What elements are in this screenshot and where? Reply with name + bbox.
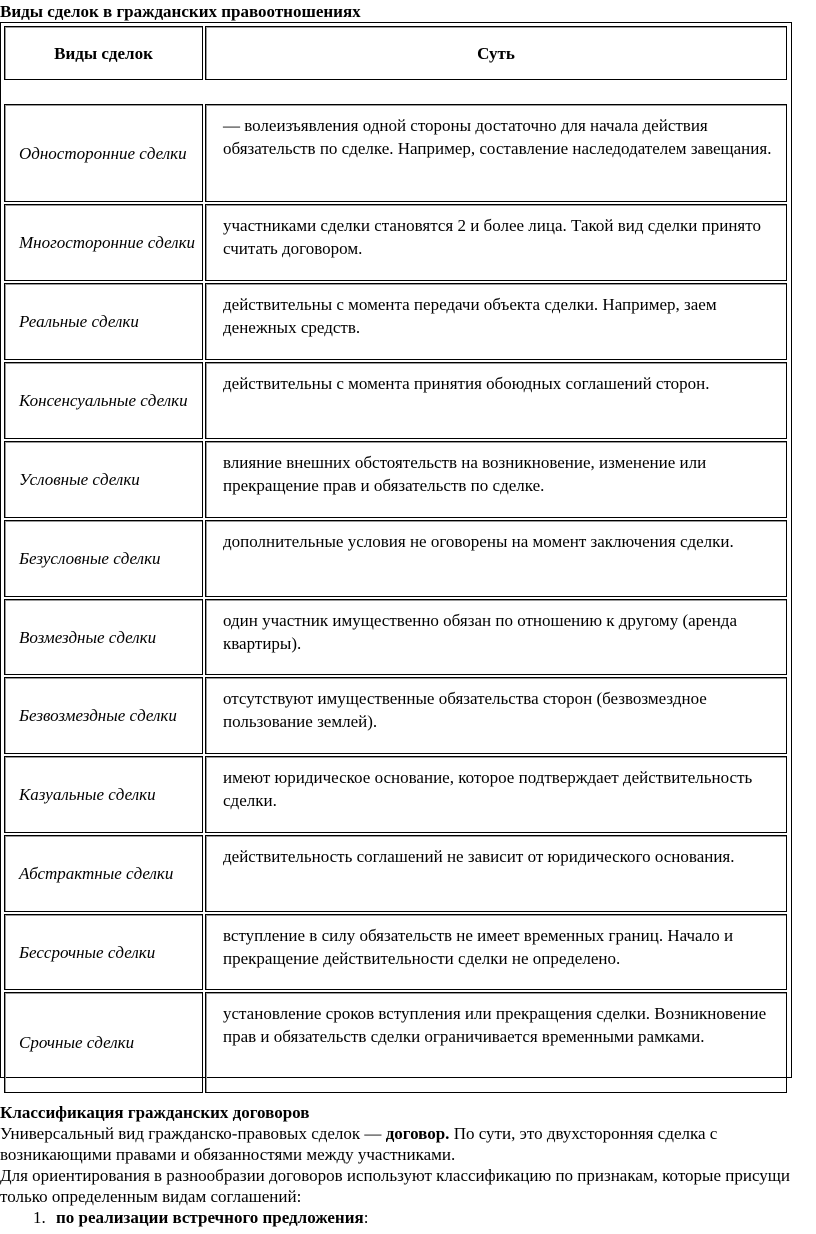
table-cell-kind: Бессрочные сделки [4, 914, 203, 990]
table-cell-kind: Безвозмездные сделки [4, 677, 203, 754]
page-title: Виды сделок в гражданских правоотношениях [0, 2, 361, 21]
table-cell-kind: Срочные сделки [4, 992, 203, 1093]
deal-types-table [0, 22, 792, 1078]
table-cell-kind: Консенсуальные сделки [4, 362, 203, 439]
p1-bold-term: договор. [385, 1124, 450, 1143]
table-cell-desc: участниками сделки становятся 2 и более лица. Такой вид сделки принято считать договором. [205, 204, 787, 281]
table-cell-desc: влияние внешних обстоятельств на возникновение, изменение или прекращение прав и обязательств по сделке. [205, 441, 787, 518]
section-paragraph-1 [0, 1123, 816, 1165]
table-cell-kind: Абстрактные сделки [4, 835, 203, 912]
table-cell-desc: вступление в силу обязательств не имеет временных границ. Начало и прекращение действительности сделки не определено. [205, 914, 787, 990]
table-cell-desc: действительность соглашений не зависит от юридического основания. [205, 835, 787, 912]
p1-text-end: По сути, это двухсторонняя сделка с возникающими правами и обязанностями между участниками. [0, 1124, 718, 1164]
section-heading: Классификация гражданских договоров [0, 1103, 310, 1122]
header-cell-essence: Суть [205, 26, 787, 80]
table-cell-desc: действительны с момента принятия обоюдных соглашений сторон. [205, 362, 787, 439]
table-cell-kind: Безусловные сделки [4, 520, 203, 597]
p1-text-start: Универсальный вид гражданско-правовых сделок — [0, 1124, 386, 1143]
list-bold-text: по реализации встречного предложения [56, 1208, 364, 1227]
table-cell-desc: имеют юридическое основание, которое подтверждает действительность сделки. [205, 756, 787, 833]
list-number: 1. [33, 1208, 46, 1227]
table-cell-desc: — волеизъявления одной стороны достаточно для начала действия обязательств по сделке. Например, составление наследодателем завещания. [205, 104, 787, 202]
list-suffix: : [363, 1208, 369, 1227]
table-cell-desc: установление сроков вступления или прекращения сделки. Возникновение прав и обязательств сделки ограничивается временными рамками. [205, 992, 787, 1093]
list-item [0, 1207, 816, 1228]
table-cell-kind: Казуальные сделки [4, 756, 203, 833]
table-cell-desc: действительны с момента передачи объекта сделки. Например, заем денежных средств. [205, 283, 787, 360]
table-cell-desc: отсутствуют имущественные обязательства сторон (безвозмездное пользование землей). [205, 677, 787, 754]
table-cell-desc: один участник имущественно обязан по отношению к другому (аренда квартиры). [205, 599, 787, 675]
table-cell-kind: Условные сделки [4, 441, 203, 518]
section-paragraph-2: Для ориентирования в разнообразии договоров используют классификацию по признакам, которые присущи только определенным видам соглашений: [0, 1166, 790, 1206]
table-cell-kind: Многосторонние сделки [4, 204, 203, 281]
classification-section [0, 1102, 816, 1228]
table-cell-desc: дополнительные условия не оговорены на момент заключения сделки. [205, 520, 787, 597]
table-cell-kind: Односторонние сделки [4, 104, 203, 202]
table-cell-kind: Реальные сделки [4, 283, 203, 360]
table-cell-kind: Возмездные сделки [4, 599, 203, 675]
header-cell-kind: Виды сделок [4, 26, 203, 80]
